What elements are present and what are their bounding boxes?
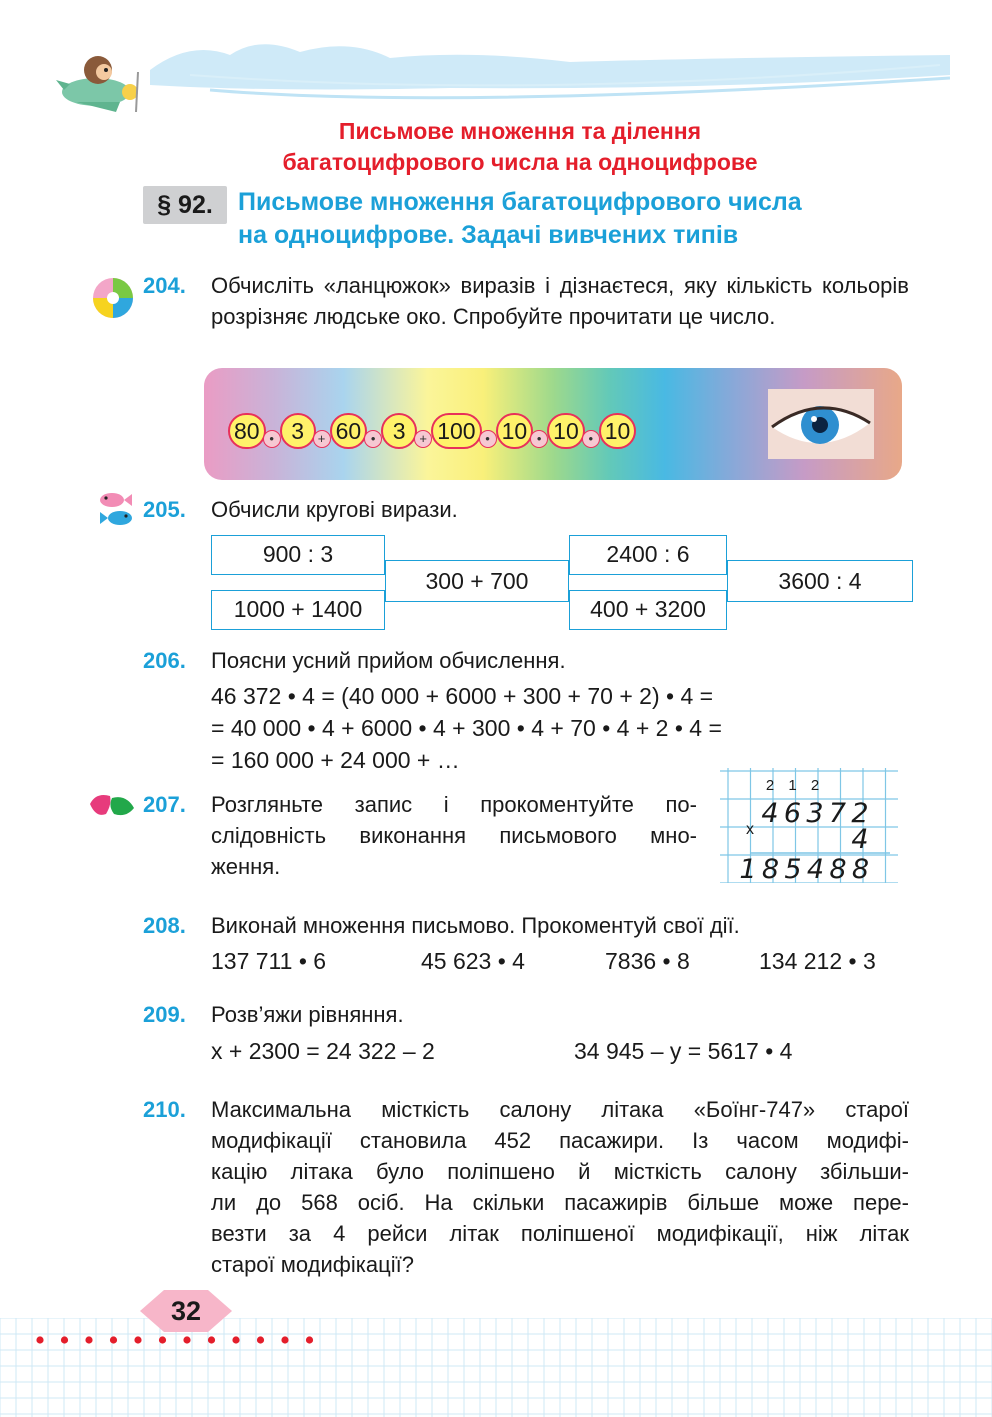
product-digit: 1 (739, 854, 757, 883)
task-210-line: кацію літака було поліпшено й місткість салону збільши- (211, 1159, 909, 1184)
chain-operator: • (479, 430, 497, 448)
task-207-line: Розгляньте запис і прокоментуйте по- (211, 792, 697, 817)
task-206-line: 46 372 • 4 = (40 000 + 6000 + 300 + 70 + 2) • 4 = (211, 683, 714, 709)
task-208-expr: 134 212 • 3 (759, 948, 876, 974)
circular-expr-box: 2400 : 6 (569, 535, 727, 575)
main-title-line-2: багатоцифрового числа на одноцифрове (282, 149, 758, 175)
task-208-expr: 45 623 • 4 (421, 948, 525, 974)
task-208-expr: 137 711 • 6 (211, 948, 327, 974)
product-digit: 8 (851, 854, 870, 883)
chain-operator: • (263, 430, 281, 448)
task-210-line: везти за 4 рейси літак поліпшеної модифікації, ніж літак (211, 1221, 909, 1246)
puzzle-pair-icon (88, 790, 136, 820)
task-207-line: слідовність виконання письмового мно- (211, 823, 697, 848)
section-title-line-1: Письмове множення багатоцифрового числа (238, 188, 802, 216)
multiply-sign: x (746, 821, 754, 838)
circular-expr-box: 1000 + 1400 (211, 590, 385, 630)
product-digit: 5 (784, 854, 802, 883)
section-number: § 92. (143, 186, 227, 224)
circular-expr-box: 400 + 3200 (569, 590, 727, 630)
equation-1: x + 2300 = 24 322 – 2 (211, 1038, 435, 1064)
task-210-line: старої модифікації? (211, 1252, 414, 1277)
task-210-number: 210. (143, 1097, 186, 1122)
task-206-line: = 40 000 • 4 + 6000 • 4 + 300 • 4 + 70 • 4 + 2 • 4 = (211, 715, 722, 741)
section-title-line-2: на одноцифрове. Задачі вивчених типів (238, 221, 739, 249)
multiplicand-digit: 6 (783, 798, 802, 829)
chain-operator: • (364, 430, 382, 448)
multiplier-digit: 4 (851, 824, 869, 855)
chain-number: 60 (330, 413, 368, 449)
circular-expr-box: 900 : 3 (211, 535, 385, 575)
task-208-text: Виконай множення письмово. Прокоментуй свої дії. (211, 913, 740, 938)
product-digit: 8 (761, 854, 780, 883)
task-210-line: модифікації становила 452 пасажири. Із часом модифі- (211, 1128, 909, 1153)
fish-icon (96, 488, 140, 530)
circular-expr-box: 300 + 700 (385, 560, 569, 602)
eye-icon (768, 389, 874, 459)
main-title-line-1: Письмове множення та ділення (338, 118, 702, 144)
multiplicand-digit: 2 (851, 798, 869, 829)
multiplicand-digit: 7 (828, 798, 847, 829)
task-207-line: ження. (211, 854, 281, 879)
chain-number: 10 (547, 413, 585, 449)
task-207-number: 207. (143, 792, 186, 817)
task-205-text: Обчисли кругові вирази. (211, 497, 458, 522)
section-title (238, 186, 918, 252)
task-206-number: 206. (143, 648, 186, 673)
page-number: 32 (170, 1296, 202, 1326)
task-210-line: Максимальна місткість салону літака «Боїнг-747» старої (211, 1097, 909, 1122)
product-digit: 4 (806, 854, 825, 883)
task-208-expr: 7836 • 8 (605, 948, 690, 974)
chain-number: 80 (228, 413, 266, 449)
task-210-line: ли до 568 осіб. На скільки пасажирів більше може пере- (211, 1190, 909, 1215)
task-206-text: Поясни усний прийом обчислення. (211, 648, 566, 673)
multiplication-grid (720, 768, 898, 883)
product-digit: 8 (829, 854, 847, 883)
multiplicand-digit: 3 (806, 798, 824, 829)
chain-number: 100 (431, 413, 481, 449)
chain-number: 10 (496, 413, 534, 449)
clouds-decoration (150, 30, 950, 100)
chain-operator: • (582, 430, 600, 448)
puzzle-icon (90, 276, 136, 320)
chain-operator: • (530, 430, 548, 448)
chain-number: 3 (280, 413, 316, 449)
multiplicand-digit: 4 (761, 798, 779, 829)
chain-number: 3 (381, 413, 417, 449)
task-208-number: 208. (143, 913, 186, 938)
task-205-number: 205. (143, 497, 186, 522)
task-206-line: = 160 000 + 24 000 + … (211, 747, 460, 773)
task-209-text: Розв’яжи рівняння. (211, 1002, 404, 1027)
chain-operator: + (414, 430, 432, 448)
circular-expr-box: 3600 : 4 (727, 560, 913, 602)
task-204-number: 204. (143, 273, 186, 298)
carry-digit: 2 (810, 777, 820, 794)
carry-digit: 2 (765, 777, 775, 794)
expression-chain (228, 411, 634, 451)
dots-decoration (36, 1334, 326, 1346)
carry-digit: 1 (788, 777, 797, 794)
chain-operator: + (313, 430, 331, 448)
chain-number: 10 (599, 413, 637, 449)
equation-2: 34 945 – y = 5617 • 4 (574, 1038, 793, 1064)
task-209-number: 209. (143, 1002, 186, 1027)
airplane-hedgehog-icon (56, 40, 146, 120)
task-204-text: Обчисліть «ланцюжок» виразів і дізнаєтеся, яку кількість кольорів розрізняє людське око. Спробуйте прочитати це число. (211, 273, 909, 329)
